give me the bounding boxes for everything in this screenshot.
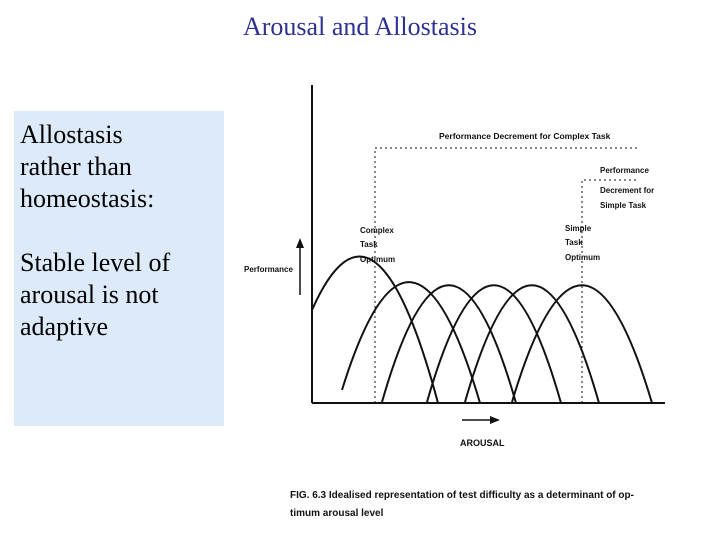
textbox-line-4: Stable level of (20, 248, 171, 277)
complex-optimum-label-3: Optimum (360, 255, 396, 264)
complex-optimum-label-2: Task (360, 240, 378, 249)
figure-caption-line-2: timum arousal level (290, 508, 384, 519)
textbox-line-3: homeostasis: (20, 184, 155, 213)
simple-decrement-label-3: Simple Task (600, 201, 647, 210)
curve-4 (427, 285, 561, 403)
y-arrow-head (296, 238, 304, 248)
textbox-spacer (20, 215, 218, 247)
simple-decrement-label-2: Decrement for (600, 186, 655, 195)
slide-title: Arousal and Allostasis (243, 12, 477, 41)
curve-3 (382, 285, 516, 403)
simple-optimum-label-1: Simple (565, 224, 592, 233)
simple-optimum-label-2: Task (565, 238, 583, 247)
arousal-diagram (232, 80, 672, 520)
textbox-line-1: Allostasis (20, 120, 123, 149)
simple-decrement-dotted-line (582, 180, 637, 403)
simple-optimum-label-3: Optimum (565, 253, 601, 262)
x-axis-label: AROUSAL (460, 438, 505, 448)
textbox-line-6: adaptive (20, 312, 109, 341)
simple-decrement-label-1: Performance (600, 166, 649, 175)
textbox-line-2: rather than (20, 152, 132, 181)
complex-optimum-label-1: Complex (360, 226, 394, 235)
complex-decrement-dotted-line (375, 148, 637, 403)
figure-caption-line-1: FIG. 6.3 Idealised representation of test difficulty as a determinant of op- (290, 490, 634, 501)
complex-decrement-label: Performance Decrement for Complex Task (439, 131, 611, 141)
x-arrow-head (490, 416, 500, 424)
textbox-line-5: arousal is not (20, 280, 159, 309)
curve-2 (342, 282, 480, 403)
y-axis-label: Performance (244, 265, 293, 274)
arousal-figure (232, 80, 672, 520)
allostasis-textbox (14, 111, 224, 426)
